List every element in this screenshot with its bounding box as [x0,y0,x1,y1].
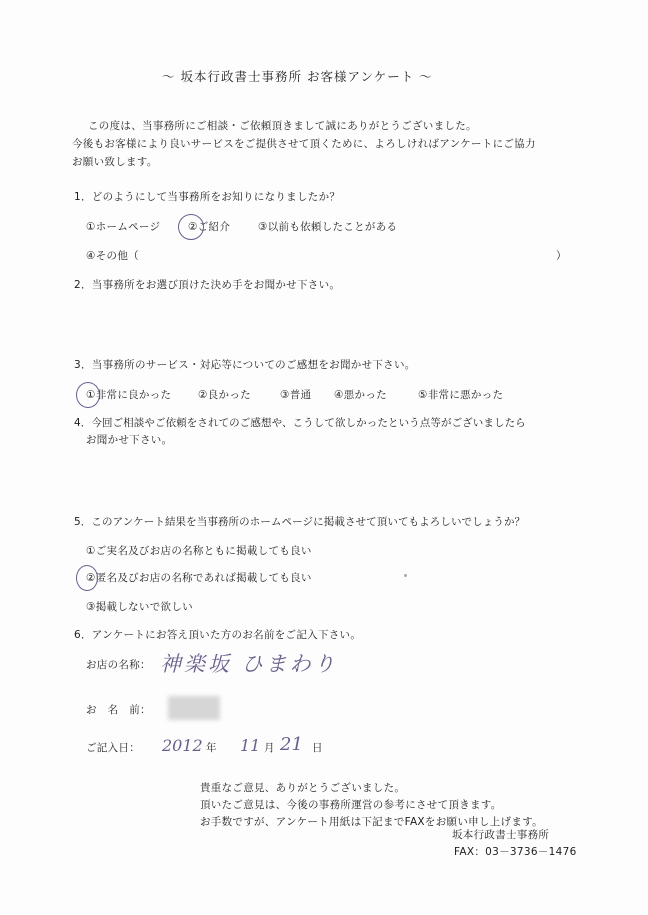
month-unit: 月 [264,742,275,754]
q5-option-2: ②匿名及びお店の名称であれば掲載しても良い [86,572,312,584]
q3-text: 3．当事務所のサービス・対応等についてのご感想をお聞かせ下さい。 [74,359,416,371]
intro-line-2: 今後もお客様により良いサービスをご提供させて頂くために、よろしければアンケートにご協力 [72,138,536,150]
day-unit: 日 [312,742,323,754]
name-label: お 名 前： [86,704,151,716]
day-handwritten: 21 [280,734,303,755]
q3-option-5: ⑤非常に悪かった [418,389,504,401]
q3-selected-circle [76,382,100,408]
q2-text: 2．当事務所をお選び頂けた決め手をお聞かせ下さい。 [74,279,341,291]
q5-option-3: ③掲載しないで欲しい [86,601,193,613]
q1-other-label: ④その他（ [86,250,139,262]
q1-option-3: ③以前も依頼したことがある [258,221,398,233]
footer-line-1: 貴重なご意見、ありがとうございました。 [200,782,406,794]
q1-text: 1．どのようにして当事務所をお知りになりましたか？ [74,191,341,203]
intro-line-1: この度は、当事務所にご相談・ご依頼頂きまして誠にありがとうございました。 [88,120,477,132]
scan-speck [404,574,407,577]
q1-other-close: ） [556,250,567,262]
q4-line-1: 4．今回ご相談やご依頼をされてのご感想や、こうして欲しかったという点等がございましたら [74,417,526,429]
office-name: 坂本行政書士事務所 [452,829,550,841]
shop-name-label: お店の名称： [86,659,151,671]
q1-option-1: ①ホームページ [86,221,161,233]
footer-line-2: 頂いたご意見は、今後の事務所運営の参考にさせて頂きます。 [200,799,502,811]
year-unit: 年 [206,742,217,754]
office-fax: FAX：03－3736－1476 [454,846,577,858]
date-label: ご記入日： [86,742,140,754]
q5-option-1: ①ご実名及びお店の名称ともに掲載しても良い [86,545,312,557]
redacted-name [168,696,220,720]
q3-option-1: ①非常に良かった [86,389,172,401]
year-handwritten: 2012 [162,736,203,755]
q5-text: 5．このアンケート結果を当事務所のホームページに掲載させて頂いてもよろしいでしょうか？ [74,516,526,528]
q3-option-2: ②良かった [198,389,251,401]
q1-selected-circle [178,214,204,240]
q6-text: 6．アンケートにお答え頂いた方のお名前をご記入下さい。 [74,629,362,641]
shop-name-handwritten: 神楽坂 ひまわり [160,652,338,676]
q4-line-2: お聞かせ下さい。 [86,434,173,446]
footer-line-3: お手数ですが、アンケート用紙は下記までFAXをお願い申し上げます。 [200,816,543,828]
q1-option-2: ②ご紹介 [188,221,231,233]
month-handwritten: 11 [240,736,261,755]
q3-option-3: ③普通 [280,389,312,401]
page-title: ～ 坂本行政書士事務所 お客様アンケート ～ [162,69,433,84]
q3-option-4: ④悪かった [334,389,387,401]
intro-line-3: お願い致します。 [72,156,158,168]
q5-selected-circle [76,565,98,591]
